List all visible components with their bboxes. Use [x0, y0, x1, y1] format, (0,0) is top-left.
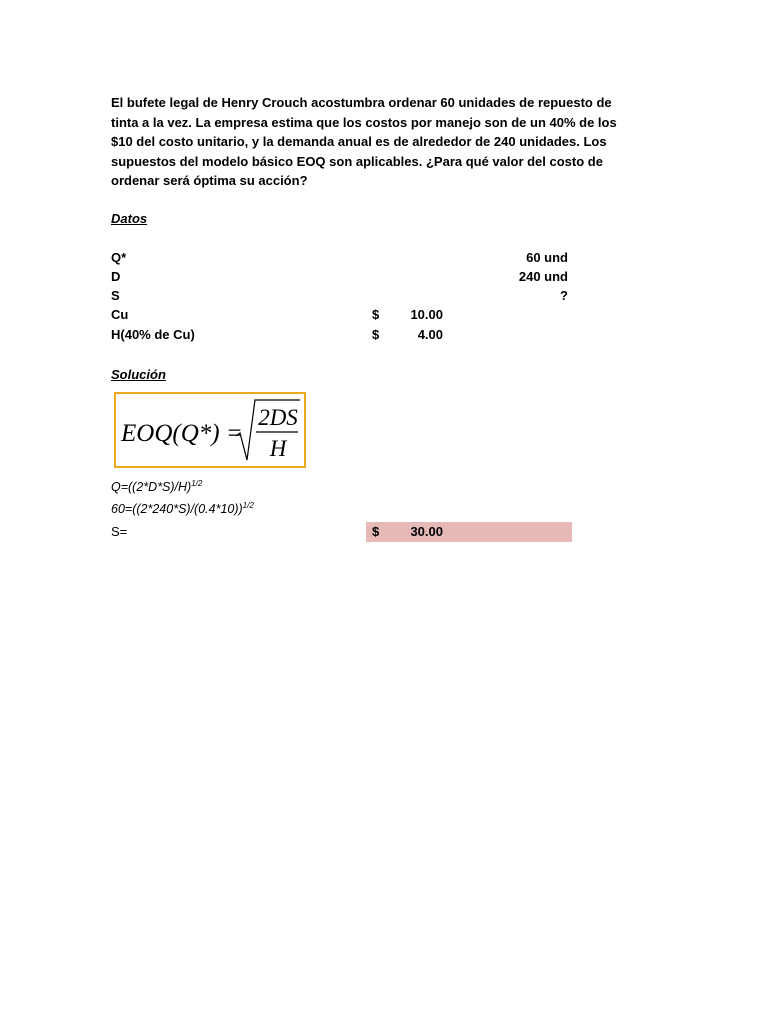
problem-line: supuestos del modelo básico EOQ son aplicables. ¿Para qué valor del costo de: [111, 153, 603, 169]
solucion-heading: Solución: [111, 367, 166, 382]
calc-line-general: [111, 479, 202, 494]
calc-expression: 60=((2*240*S)/(0.4*10)): [111, 502, 243, 516]
datos-heading: Datos: [111, 211, 148, 226]
formula-lhs: EOQ(Q*) =: [121, 420, 243, 447]
calc-exponent: 1/2: [191, 479, 203, 488]
data-row-d: [111, 269, 571, 288]
data-value: 240 und: [518, 269, 568, 284]
result-amount: 30.00: [410, 524, 443, 539]
data-row-q: [111, 250, 571, 269]
calc-line-substituted: [111, 501, 254, 516]
problem-statement: [111, 93, 617, 191]
data-amount: 4.00: [417, 327, 443, 342]
formula-denominator: H: [269, 436, 287, 461]
currency-symbol: $: [372, 327, 380, 342]
result-label: S=: [111, 524, 128, 539]
data-row-cu: [111, 307, 571, 326]
data-value: 60 und: [526, 250, 568, 265]
calc-expression: Q=((2*D*S)/H): [111, 480, 192, 494]
problem-line: $10 del costo unitario, y la demanda anual es de alrededor de 240 unidades. Los: [111, 134, 607, 149]
eoq-formula: [116, 394, 304, 466]
currency-symbol: $: [372, 524, 380, 539]
problem-line: El bufete legal de Henry Crouch acostumbra ordenar 60 unidades de repuesto de: [111, 95, 612, 110]
data-label: H(40% de Cu): [111, 327, 195, 342]
data-label: Cu: [111, 307, 129, 322]
data-label: S: [111, 288, 120, 303]
data-label: D: [111, 269, 121, 284]
data-amount: 10.00: [410, 307, 443, 322]
problem-line: tinta a la vez. La empresa estima que los costos por manejo son de un 40% de los: [111, 114, 617, 130]
calc-exponent: 1/2: [242, 501, 254, 510]
problem-line: ordenar será óptima su acción?: [111, 173, 308, 188]
result-row: [111, 522, 573, 542]
data-label: Q*: [111, 250, 127, 265]
formula-numerator: 2DS: [258, 405, 298, 430]
data-row-s: [111, 288, 571, 307]
currency-symbol: $: [372, 307, 380, 322]
eoq-formula-box: [114, 392, 306, 468]
data-value: ?: [560, 288, 568, 303]
data-row-h: [111, 327, 571, 346]
